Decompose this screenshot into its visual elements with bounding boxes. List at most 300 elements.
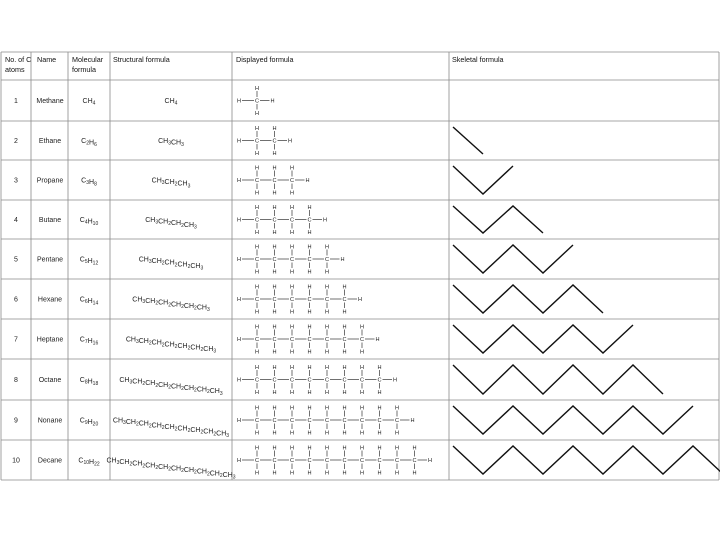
hydrogen-atom: H	[359, 470, 365, 477]
structural-formula-subscript: 2	[174, 262, 178, 269]
structural-formula-part: CH	[196, 468, 207, 476]
alkane-name: Nonane	[37, 417, 63, 425]
hydrogen-atom: H	[307, 324, 312, 331]
alkane-name: Methane	[36, 98, 64, 105]
hydrogen-atom: H	[254, 205, 260, 211]
hydrogen-atom: H	[254, 269, 260, 276]
skeletal-zigzag	[453, 406, 693, 434]
molecular-formula	[81, 138, 97, 148]
structural-formula-subscript: 3	[148, 259, 152, 266]
molecular-formula-part: C	[79, 256, 85, 264]
displayed-formula	[237, 406, 415, 437]
structural-formula-subscript: 3	[161, 180, 165, 187]
molecular-formula-subscript: 10	[83, 460, 89, 467]
molecular-formula-subscript: 18	[92, 381, 99, 388]
displayed-formula	[237, 245, 345, 276]
skeletal-zigzag	[453, 166, 513, 194]
displayed-formula	[237, 285, 362, 316]
hydrogen-atom: H	[254, 390, 260, 396]
hydrogen-atom: H	[377, 405, 382, 412]
hydrogen-atom: H	[412, 470, 417, 477]
hydrogen-atom: H	[289, 470, 295, 477]
molecular-formula-subscript: 10	[92, 221, 99, 228]
hydrogen-atom: H	[307, 430, 312, 437]
hydrogen-atom: H	[324, 470, 330, 477]
molecular-formula-subscript: 6	[94, 142, 97, 149]
structural-formula-subscript: 2	[187, 428, 191, 435]
structural-formula-subscript: 3	[232, 474, 236, 481]
hydrogen-atom: H	[305, 178, 310, 184]
alkane-name: Octane	[38, 377, 62, 384]
structural-formula-subscript: 2	[213, 431, 217, 438]
molecular-formula-subscript: 20	[92, 421, 99, 428]
hydrogen-atom: H	[272, 309, 277, 316]
displayed-formula	[237, 365, 397, 396]
molecular-formula-part: H	[89, 459, 95, 467]
header-name: Name	[37, 55, 57, 64]
hydrogen-atom: H	[254, 309, 260, 316]
structural-formula-subscript: 3	[181, 142, 184, 149]
carbon-atom: C	[324, 257, 330, 263]
molecular-formula-subscript: 4	[92, 100, 96, 107]
hydrogen-atom: H	[324, 430, 330, 437]
hydrogen-atom: H	[272, 205, 277, 211]
hydrogen-atom: H	[359, 324, 365, 331]
hydrogen-atom: H	[324, 390, 330, 396]
carbon-count: 8	[14, 377, 18, 384]
carbon-atom: C	[324, 458, 330, 464]
hydrogen-atom: H	[236, 138, 242, 145]
carbon-atom: C	[324, 297, 330, 303]
structural-formula-part: CH	[171, 465, 182, 473]
hydrogen-atom: H	[307, 470, 312, 477]
hydrogen-atom: H	[236, 458, 242, 464]
hydrogen-atom: H	[412, 445, 417, 452]
structural-formula-subscript: 2	[181, 468, 184, 475]
structural-formula-subscript: 2	[148, 340, 152, 347]
skeletal-zigzag	[453, 325, 633, 353]
molecular-formula-part: H	[87, 258, 93, 266]
hydrogen-atom: H	[272, 390, 277, 396]
hydrogen-atom: H	[324, 445, 330, 452]
carbon-atom: C	[254, 297, 260, 303]
table-header	[5, 55, 504, 74]
hydrogen-atom: H	[272, 165, 277, 172]
molecular-formula	[81, 178, 97, 188]
carbon-atom: C	[307, 337, 312, 343]
carbon-atom: C	[342, 297, 347, 303]
header-structural: Structural formula	[113, 55, 170, 64]
carbon-atom: C	[289, 377, 295, 384]
structural-formula-subscript: 2	[174, 426, 178, 433]
hydrogen-atom: H	[359, 445, 365, 452]
structural-formula-part: CH	[209, 470, 220, 478]
structural-formula-part: CH	[132, 296, 143, 304]
table-row	[14, 285, 603, 316]
hydrogen-atom: H	[324, 244, 330, 251]
structural-formula	[139, 257, 204, 272]
carbon-atom: C	[307, 297, 312, 303]
carbon-atom: C	[377, 458, 382, 464]
structural-formula-subscript: 2	[187, 345, 191, 352]
carbon-atom: C	[307, 377, 312, 384]
structural-formula-subscript: 2	[174, 181, 178, 188]
header-atoms-line-2: atoms	[5, 65, 25, 74]
structural-formula-subscript: 2	[206, 471, 210, 478]
structural-formula-subscript: 2	[161, 342, 165, 349]
molecular-formula	[78, 458, 99, 468]
hydrogen-atom: H	[289, 324, 295, 331]
molecular-formula-part: C	[81, 177, 87, 185]
molecular-formula-subscript: 3	[86, 180, 89, 187]
carbon-atom: C	[307, 217, 312, 224]
hydrogen-atom: H	[324, 309, 330, 316]
structural-formula-subscript: 3	[168, 140, 171, 147]
hydrogen-atom: H	[254, 405, 260, 412]
molecular-formula-subscript: 22	[94, 461, 100, 468]
structural-formula-subscript: 2	[155, 464, 159, 471]
molecular-formula-subscript: 5	[84, 259, 88, 266]
molecular-formula-part: C	[79, 296, 85, 304]
molecular-formula-part: H	[89, 179, 95, 187]
hydrogen-atom: H	[287, 138, 293, 145]
hydrogen-atom: H	[307, 405, 312, 412]
hydrogen-atom: H	[377, 430, 382, 437]
carbon-count: 2	[14, 138, 18, 145]
hydrogen-atom: H	[272, 269, 277, 276]
carbon-atom: C	[272, 337, 277, 343]
carbon-atom: C	[377, 418, 382, 424]
hydrogen-atom: H	[307, 349, 312, 356]
carbon-atom: C	[254, 178, 260, 184]
hydrogen-atom: H	[254, 244, 260, 251]
structural-formula-part: CH	[151, 339, 162, 347]
hydrogen-atom: H	[289, 230, 295, 236]
table-row	[12, 446, 720, 481]
structural-formula-subscript: 2	[181, 386, 184, 392]
structural-formula-part: CH	[164, 259, 175, 267]
structural-formula	[132, 297, 210, 314]
hydrogen-atom: H	[377, 470, 382, 477]
molecular-formula	[83, 98, 96, 107]
carbon-atom: C	[307, 418, 312, 424]
displayed-formula	[237, 205, 327, 236]
carbon-count: 4	[14, 217, 18, 224]
molecular-formula	[80, 418, 99, 428]
structural-formula-subscript: 3	[116, 460, 120, 467]
structural-formula-subscript: 3	[155, 219, 159, 226]
hydrogen-atom: H	[342, 349, 347, 356]
table-row	[14, 205, 543, 236]
structural-formula-part: CH	[183, 221, 195, 229]
hydrogen-atom: H	[254, 190, 260, 197]
structural-formula	[145, 217, 197, 230]
hydrogen-atom: H	[342, 324, 347, 331]
skeletal-zigzag	[453, 285, 603, 313]
structural-formula-part: CH	[138, 256, 149, 264]
hydrogen-atom: H	[272, 230, 277, 236]
structural-formula-subscript: 3	[226, 432, 230, 439]
skeletal-zigzag	[453, 446, 720, 474]
header-atoms-line-1: No. of C	[5, 55, 32, 64]
structural-formula-subscript: 2	[174, 343, 178, 350]
molecular-formula-part: H	[87, 419, 93, 427]
hydrogen-atom: H	[236, 98, 242, 105]
carbon-count: 6	[14, 296, 18, 304]
hydrogen-atom: H	[289, 190, 295, 197]
hydrogen-atom: H	[289, 390, 295, 396]
structural-formula-part: CH	[196, 386, 207, 394]
structural-formula-subscript: 2	[200, 347, 204, 354]
hydrogen-atom: H	[307, 230, 312, 236]
structural-formula-subscript: 2	[135, 421, 139, 428]
structural-formula-subscript: 2	[194, 305, 197, 312]
hydrogen-atom: H	[254, 430, 260, 437]
hydrogen-atom: H	[289, 309, 295, 316]
hydrogen-atom: H	[236, 377, 242, 384]
hydrogen-atom: H	[324, 349, 330, 356]
hydrogen-atom: H	[289, 349, 295, 356]
skeletal-zigzag	[453, 365, 663, 394]
molecular-formula	[80, 257, 99, 267]
carbon-count: 5	[14, 256, 18, 264]
hydrogen-atom: H	[236, 178, 242, 184]
hydrogen-atom: H	[307, 445, 312, 452]
hydrogen-atom: H	[289, 165, 295, 172]
structural-formula-part: CH	[125, 419, 136, 427]
carbon-atom: C	[324, 418, 330, 424]
structural-formula-subscript: 2	[168, 466, 171, 473]
structural-formula-subscript: 3	[135, 339, 139, 346]
hydrogen-atom: H	[254, 111, 260, 117]
hydrogen-atom: H	[307, 284, 312, 291]
structural-formula-part: CH	[151, 177, 162, 185]
structural-formula-part: CH	[171, 220, 182, 228]
hydrogen-atom: H	[342, 284, 347, 291]
hydrogen-atom: H	[272, 470, 277, 477]
header-skeletal: Skeletal formula	[452, 55, 504, 64]
displayed-formula	[237, 446, 432, 477]
hydrogen-atom: H	[254, 230, 260, 236]
carbon-atom: C	[324, 337, 330, 343]
carbon-atom: C	[254, 458, 260, 464]
molecular-formula-subscript: 2	[86, 140, 89, 147]
structural-formula-subscript: 3	[142, 299, 146, 306]
structural-formula-subscript: 2	[148, 423, 152, 430]
structural-formula-part: CH	[190, 427, 201, 435]
hydrogen-atom: H	[236, 297, 242, 303]
hydrogen-atom: H	[254, 151, 260, 157]
hydrogen-atom: H	[410, 418, 415, 424]
hydrogen-atom: H	[272, 405, 277, 412]
hydrogen-atom: H	[357, 297, 363, 303]
structural-formula-subscript: 2	[181, 222, 184, 229]
hydrogen-atom: H	[340, 257, 345, 263]
molecular-formula-part: H	[87, 338, 93, 346]
table-body	[12, 86, 720, 481]
hydrogen-atom: H	[324, 365, 330, 371]
structural-formula-part: CH	[132, 460, 143, 468]
structural-formula-subscript: 3	[187, 183, 191, 190]
hydrogen-atom: H	[342, 365, 347, 371]
hydrogen-atom: H	[289, 244, 295, 251]
hydrogen-atom: H	[359, 430, 365, 437]
structural-formula-part: CH	[125, 336, 136, 344]
carbon-count: 10	[12, 457, 20, 465]
hydrogen-atom: H	[289, 430, 295, 437]
hydrogen-atom: H	[342, 445, 347, 452]
structural-formula-part: CH	[177, 261, 188, 269]
hydrogen-atom: H	[272, 284, 277, 291]
molecular-formula-part: C	[81, 138, 87, 145]
alkane-name: Decane	[37, 457, 63, 465]
structural-formula-part: CH	[138, 420, 149, 428]
hydrogen-atom: H	[254, 284, 260, 291]
carbon-atom: C	[289, 257, 295, 263]
hydrogen-atom: H	[272, 445, 277, 452]
carbon-atom: C	[254, 377, 260, 384]
structural-formula-subscript: 3	[219, 390, 223, 397]
structural-formula-subscript: 2	[161, 424, 165, 431]
carbon-atom: C	[289, 297, 295, 303]
structural-formula	[119, 377, 222, 397]
hydrogen-atom: H	[307, 365, 312, 371]
structural-formula-part: CH	[171, 139, 182, 147]
structural-formula-part: CH	[216, 430, 227, 438]
structural-formula-subscript: 2	[168, 384, 171, 391]
structural-formula-part: CH	[158, 381, 169, 389]
structural-formula-part: CH	[177, 342, 188, 350]
molecular-formula	[80, 337, 99, 347]
structural-formula-subscript: 2	[161, 260, 165, 267]
skeletal-zigzag	[453, 245, 573, 273]
hydrogen-atom: H	[236, 418, 242, 424]
displayed-formula	[237, 325, 380, 356]
molecular-formula-part: H	[87, 218, 93, 226]
structural-formula-subscript: 2	[200, 429, 204, 436]
hydrogen-atom: H	[324, 324, 330, 331]
structural-formula-part: CH	[112, 417, 124, 425]
hydrogen-atom: H	[307, 269, 312, 276]
carbon-atom: C	[394, 418, 400, 424]
hydrogen-atom: H	[324, 284, 330, 291]
hydrogen-atom: H	[254, 165, 260, 172]
carbon-atom: C	[289, 217, 295, 224]
hydrogen-atom: H	[289, 269, 295, 276]
structural-formula	[158, 138, 184, 148]
structural-formula-subscript: 2	[129, 461, 133, 468]
hydrogen-atom: H	[359, 349, 365, 356]
carbon-atom: C	[342, 458, 347, 464]
structural-formula	[106, 458, 235, 481]
hydrogen-atom: H	[289, 445, 295, 452]
hydrogen-atom: H	[254, 126, 260, 132]
hydrogen-atom: H	[289, 205, 295, 211]
skeletal-zigzag	[453, 206, 543, 233]
hydrogen-atom: H	[342, 309, 347, 316]
carbon-atom: C	[359, 418, 365, 424]
hydrogen-atom: H	[272, 349, 277, 356]
structural-formula-subscript: 2	[155, 300, 159, 307]
carbon-atom: C	[254, 337, 260, 343]
table-row	[14, 325, 633, 356]
structural-formula-part: CH	[164, 98, 175, 105]
structural-formula-subscript: 2	[194, 387, 197, 394]
structural-formula-subscript: 3	[194, 224, 197, 231]
hydrogen-atom: H	[377, 365, 382, 371]
table-row	[14, 406, 693, 439]
header-displayed: Displayed formula	[236, 55, 294, 64]
displayed-formula	[237, 126, 292, 157]
structural-formula-part: CH	[171, 301, 182, 309]
carbon-atom: C	[377, 377, 382, 384]
carbon-atom: C	[359, 377, 365, 384]
carbon-count: 9	[14, 417, 18, 425]
carbon-atom: C	[307, 257, 312, 263]
structural-formula-subscript: 2	[155, 382, 159, 389]
molecular-formula-subscript: 16	[92, 340, 99, 347]
structural-formula-part: CH	[196, 304, 207, 312]
structural-formula-subscript: 2	[142, 463, 146, 470]
structural-formula-subscript: 2	[142, 381, 146, 388]
carbon-atom: C	[272, 418, 277, 424]
hydrogen-atom: H	[289, 405, 295, 412]
structural-formula-subscript: 3	[206, 307, 210, 314]
structural-formula-part: CH	[209, 388, 220, 396]
molecular-formula-part: H	[87, 98, 93, 105]
structural-formula-subscript: 2	[194, 469, 197, 476]
structural-formula-part: CH	[151, 422, 162, 430]
molecular-formula-subscript: 8	[94, 181, 97, 188]
table-row	[14, 245, 573, 276]
hydrogen-atom: H	[289, 284, 295, 291]
alkane-name: Butane	[38, 217, 62, 224]
structural-formula-part: CH	[164, 179, 175, 187]
table-row	[14, 86, 274, 117]
structural-formula-part: CH	[119, 377, 130, 384]
structural-formula-part: CH	[164, 423, 175, 431]
header-molecular-line-2: formula	[72, 65, 96, 74]
carbon-atom: C	[289, 178, 295, 184]
structural-formula-part: CH	[158, 218, 169, 226]
hydrogen-atom: H	[307, 309, 312, 316]
hydrogen-atom: H	[377, 390, 382, 396]
structural-formula-part: CH	[158, 138, 169, 145]
structural-formula-subscript: 2	[181, 303, 184, 310]
hydrogen-atom: H	[359, 405, 365, 412]
structural-formula-subscript: 2	[219, 472, 223, 479]
carbon-atom: C	[254, 418, 260, 424]
structural-formula-subscript: 2	[206, 389, 210, 396]
hydrogen-atom: H	[270, 98, 275, 105]
molecular-formula-part: H	[89, 139, 95, 147]
hydrogen-atom: H	[254, 445, 260, 452]
structural-formula-part: CH	[145, 298, 156, 306]
carbon-atom: C	[324, 377, 330, 384]
table-row	[14, 126, 483, 157]
structural-formula-part: CH	[132, 378, 143, 386]
hydrogen-atom: H	[254, 324, 260, 331]
header-molecular-line-1: Molecular	[72, 55, 104, 64]
displayed-formula	[237, 86, 275, 117]
hydrogen-atom: H	[342, 430, 347, 437]
structural-formula-part: CH	[222, 471, 233, 479]
molecular-formula-part: C	[79, 377, 85, 384]
alkane-name: Pentane	[36, 256, 64, 264]
hydrogen-atom: H	[342, 390, 347, 396]
structural-formula-part: CH	[151, 258, 162, 266]
structural-formula-part: CH	[145, 462, 156, 470]
